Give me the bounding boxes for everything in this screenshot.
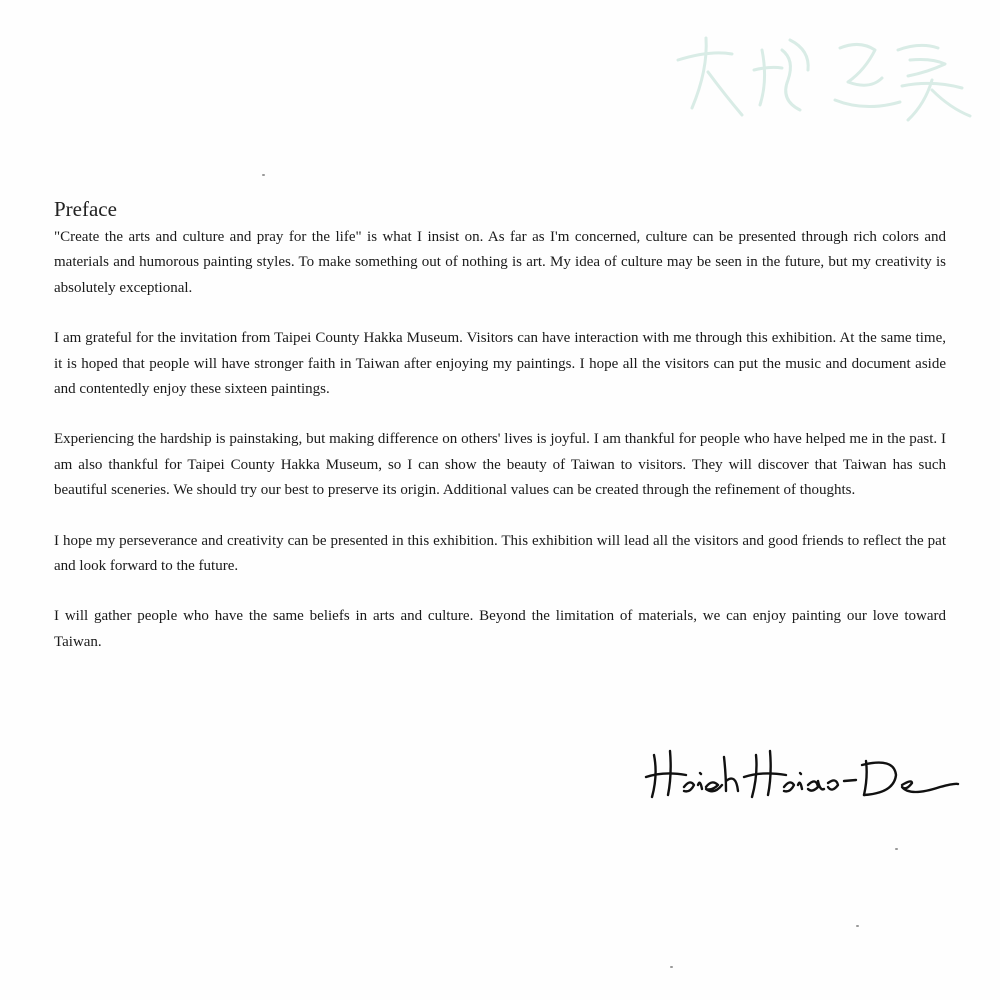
paper-speck <box>670 966 673 968</box>
document-title: Preface <box>54 197 117 221</box>
paper-speck <box>895 848 898 850</box>
paragraph-1: "Create the arts and culture and pray for the life" is what I insist on. As far as I'm concerned, culture can be presented through rich colors and materials and humorous painting styles. To make something out of nothing is art. My idea of culture may be seen in the future, but my creativity is absolutely exceptional. <box>54 229 946 296</box>
paragraph-3: Experiencing the hardship is painstaking, but making difference on others' lives is joyful. I am thankful for people who have helped me in the past. I am also thankful for Taipei County Hakka Museum, so I can show the beauty of Taiwan to visitors. They will discover that Taiwan has such beautiful sceneries. We should try our best to preserve its origin. Additional values can be created through the refinement of thoughts. <box>54 431 946 499</box>
paragraph-4: I hope my perseverance and creativity can be presented in this exhibition. This exhibition will lead all the visitors and good friends to reflect the pat and look forward to the future. <box>54 532 946 575</box>
preface-content <box>54 196 946 680</box>
paper-speck <box>856 925 859 927</box>
paragraph-2: I am grateful for the invitation from Taipei County Hakka Museum. Visitors can have interaction with me through this exhibition. At the same time, it is hoped that people will have stronger faith in Taiwan after enjoying my paintings. I hope all the visitors can put the music and document aside and contentedly enjoy these sixteen paintings. <box>54 330 946 398</box>
handwritten-signature <box>640 735 960 815</box>
calligraphy-watermark <box>670 20 980 130</box>
paragraph-5: I will gather people who have the same beliefs in arts and culture. Beyond the limitation of materials, we can enjoy painting our love toward Taiwan. <box>54 608 946 650</box>
paper-speck <box>262 174 265 176</box>
